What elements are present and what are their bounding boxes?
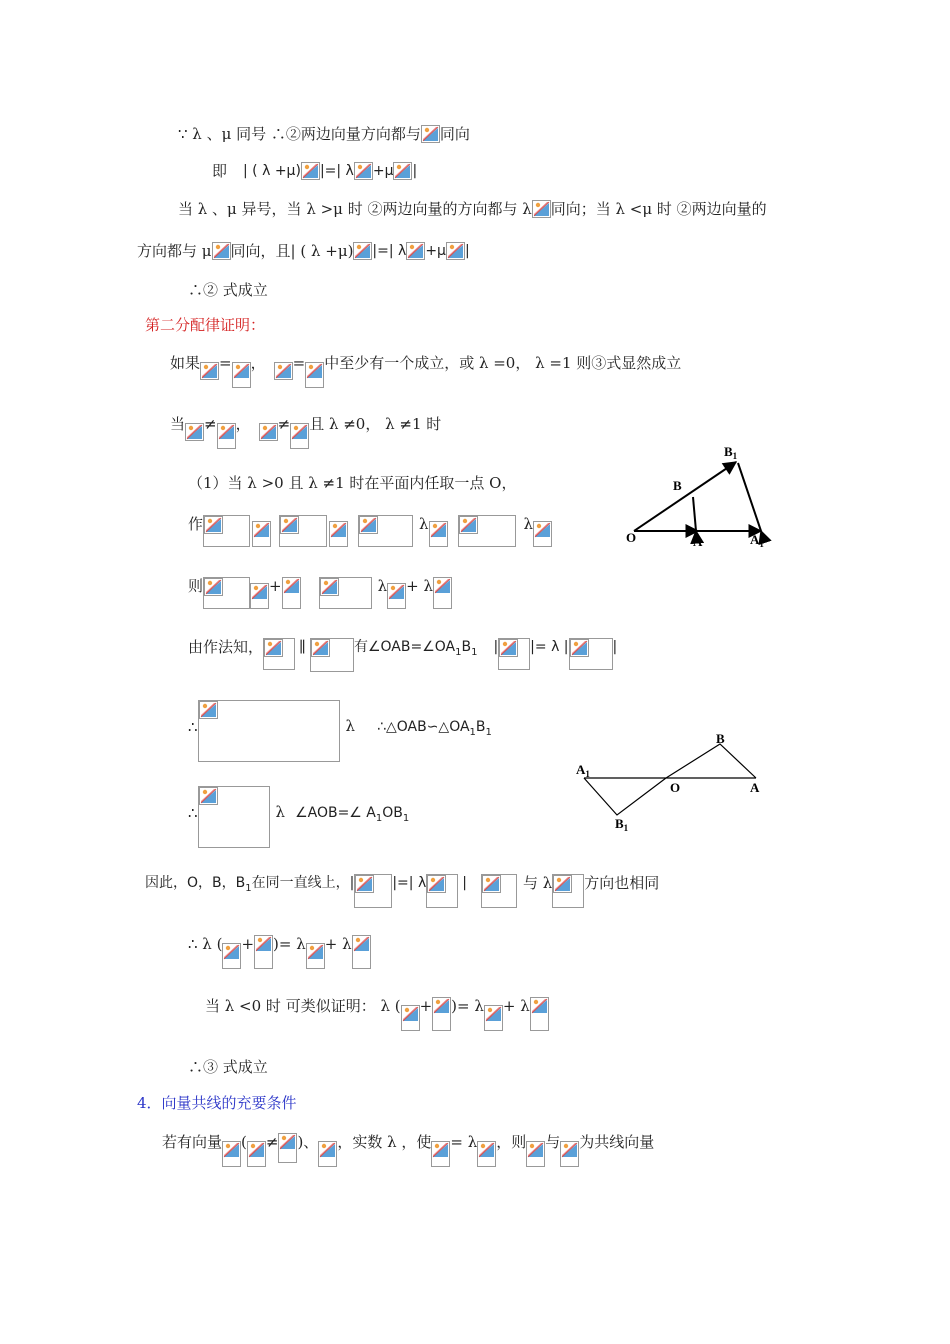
formula-image-box bbox=[481, 874, 517, 908]
text: |= λ | bbox=[530, 639, 569, 655]
broken-image-icon bbox=[290, 423, 309, 449]
broken-image-icon bbox=[526, 1141, 545, 1167]
broken-image-icon bbox=[446, 242, 465, 260]
label-B: B bbox=[673, 478, 682, 493]
line-14 bbox=[145, 874, 659, 908]
broken-image-icon bbox=[433, 577, 452, 609]
segment-A1B1 bbox=[738, 463, 761, 531]
broken-image-icon bbox=[199, 701, 218, 719]
broken-image-icon bbox=[431, 1141, 450, 1167]
broken-image-icon bbox=[247, 1141, 266, 1167]
formula-image-box bbox=[426, 874, 458, 908]
label-O: O bbox=[626, 530, 637, 545]
text: ∴ bbox=[188, 718, 198, 736]
text: ∴③ 式成立 bbox=[188, 1058, 268, 1076]
formula-image-box bbox=[198, 700, 340, 762]
text: λ bbox=[419, 515, 429, 533]
text: | bbox=[493, 639, 499, 655]
broken-image-icon bbox=[499, 639, 518, 657]
broken-image-icon bbox=[320, 578, 339, 596]
text: ∴ λ ( bbox=[188, 935, 223, 953]
line-7 bbox=[170, 415, 441, 449]
label-A1: $A_1$ bbox=[576, 762, 590, 779]
broken-image-icon bbox=[259, 423, 278, 441]
broken-image-icon bbox=[318, 1141, 337, 1167]
segment-OB1 bbox=[634, 462, 736, 531]
text: 为共线向量 bbox=[579, 1133, 655, 1151]
broken-image-icon bbox=[274, 362, 293, 380]
text: ∴② 式成立 bbox=[188, 281, 268, 299]
broken-image-icon bbox=[185, 423, 204, 441]
text: = bbox=[292, 354, 306, 372]
broken-image-icon bbox=[477, 1141, 496, 1167]
text: 有$\angle OAB=\angle OA_1B_1$ bbox=[353, 639, 478, 658]
broken-image-icon bbox=[359, 516, 378, 534]
label-A: A bbox=[750, 780, 760, 795]
label-O: O bbox=[670, 780, 681, 795]
broken-image-icon bbox=[353, 242, 372, 260]
broken-image-icon bbox=[429, 521, 448, 547]
line-4 bbox=[137, 242, 470, 260]
text: 若有向量 bbox=[162, 1133, 223, 1151]
broken-image-icon bbox=[482, 875, 501, 893]
text: λ bbox=[345, 717, 356, 735]
broken-image-icon bbox=[311, 639, 330, 657]
broken-image-icon bbox=[250, 583, 269, 609]
label-B1: $B_1$ bbox=[615, 816, 629, 833]
path-OB1A1 bbox=[584, 778, 666, 815]
label-B: B bbox=[716, 731, 725, 746]
broken-image-icon bbox=[459, 516, 478, 534]
formula-image-box bbox=[203, 515, 250, 547]
broken-image-icon bbox=[282, 577, 301, 609]
text: 当 λ <0 时 可类似证明： λ ( bbox=[205, 997, 401, 1015]
text: ，实数 λ ，使 bbox=[337, 1133, 432, 1151]
line-6 bbox=[170, 354, 681, 388]
text: ≠ bbox=[265, 1133, 279, 1151]
broken-image-icon bbox=[222, 943, 241, 969]
heading-text: 4．向量共线的充要条件 bbox=[137, 1094, 297, 1112]
broken-image-icon bbox=[305, 362, 324, 388]
formula-image-box bbox=[498, 638, 530, 670]
text: )= λ bbox=[273, 935, 306, 953]
text: ∥ bbox=[299, 638, 306, 656]
text: |=| λ bbox=[392, 875, 427, 891]
broken-image-icon bbox=[560, 1141, 579, 1167]
text: |=| λ bbox=[372, 243, 407, 259]
broken-image-icon bbox=[280, 516, 299, 534]
line-11 bbox=[188, 638, 617, 672]
broken-image-icon bbox=[401, 1005, 420, 1031]
text: | bbox=[462, 875, 467, 891]
text: 当 λ 、μ 异号，当 λ >μ 时 ②两边向量的方向都与 λ bbox=[178, 200, 532, 218]
text: ，则 bbox=[496, 1133, 527, 1151]
broken-image-icon bbox=[393, 162, 412, 180]
broken-image-icon bbox=[254, 935, 273, 969]
heading-text: 第二分配律证明： bbox=[145, 316, 266, 334]
text: 同向；当 λ <μ 时 ②两边向量的 bbox=[550, 200, 767, 218]
label-B1: $B_1$ bbox=[724, 444, 738, 461]
text: 同向，且| ( λ +μ) bbox=[230, 242, 354, 260]
broken-image-icon bbox=[354, 162, 373, 180]
broken-image-icon bbox=[200, 362, 219, 380]
text: ， bbox=[250, 354, 266, 372]
broken-image-icon bbox=[212, 242, 231, 260]
text: + bbox=[419, 997, 433, 1015]
text: ( bbox=[241, 1133, 247, 1151]
broken-image-icon bbox=[217, 423, 236, 449]
formula-image-box bbox=[279, 515, 327, 547]
text: （1）当 λ >0 且 λ ≠1 时在平面内任取一点 O， bbox=[188, 474, 517, 492]
broken-image-icon bbox=[387, 583, 406, 609]
broken-image-icon bbox=[278, 1133, 297, 1163]
line-10 bbox=[188, 577, 452, 609]
broken-image-icon bbox=[199, 787, 218, 805]
text: 与 λ bbox=[522, 874, 553, 892]
broken-image-icon bbox=[427, 875, 446, 893]
line-15 bbox=[188, 935, 371, 969]
text: 方向也相同 bbox=[584, 874, 660, 892]
line-17 bbox=[188, 1058, 268, 1076]
text: + bbox=[241, 935, 255, 953]
line-18 bbox=[162, 1133, 654, 1167]
section-heading-collinear bbox=[137, 1094, 297, 1112]
text: + λ bbox=[406, 577, 433, 595]
line-8 bbox=[188, 474, 516, 492]
text: +μ bbox=[372, 163, 394, 179]
formula-image-box bbox=[310, 638, 354, 672]
formula-image-box bbox=[569, 638, 613, 670]
broken-image-icon bbox=[306, 943, 325, 969]
text: 当 bbox=[170, 415, 186, 433]
broken-image-icon bbox=[406, 242, 425, 260]
broken-image-icon bbox=[553, 875, 572, 893]
text: 作 bbox=[188, 515, 204, 533]
section-heading-distributive bbox=[145, 316, 265, 334]
figure-negative-lambda bbox=[570, 730, 770, 835]
text: | ( λ +μ) bbox=[243, 163, 301, 179]
line-2 bbox=[212, 162, 417, 180]
text: )= λ bbox=[451, 997, 484, 1015]
text: 且 λ ≠0， λ ≠1 时 bbox=[309, 415, 442, 433]
text: + λ bbox=[324, 935, 352, 953]
line-12 bbox=[188, 700, 492, 762]
line-13 bbox=[188, 786, 409, 848]
broken-image-icon bbox=[264, 639, 283, 657]
line-9 bbox=[188, 515, 552, 547]
formula-image-box bbox=[198, 786, 270, 848]
label-A: A bbox=[693, 534, 703, 549]
line-1 bbox=[178, 125, 470, 143]
formula-image-box bbox=[458, 515, 516, 547]
text: | bbox=[464, 243, 470, 259]
text: |=| λ bbox=[319, 163, 354, 179]
text: 同向 bbox=[439, 125, 470, 143]
formula-image-box bbox=[263, 638, 295, 670]
broken-image-icon bbox=[232, 362, 251, 388]
text: = bbox=[219, 354, 232, 372]
broken-image-icon bbox=[432, 997, 451, 1031]
text: 与 bbox=[545, 1133, 561, 1151]
text: | bbox=[412, 163, 418, 179]
text: )、 bbox=[297, 1133, 319, 1151]
text: +μ bbox=[425, 243, 446, 259]
broken-image-icon bbox=[329, 521, 348, 547]
broken-image-icon bbox=[252, 521, 271, 547]
text: ， bbox=[235, 415, 251, 433]
text: 方向都与 μ bbox=[137, 242, 212, 260]
text: | bbox=[612, 639, 618, 655]
text: 则 bbox=[188, 577, 204, 595]
text: 即 bbox=[212, 162, 228, 180]
broken-image-icon bbox=[204, 578, 223, 596]
path-OBA bbox=[666, 744, 756, 778]
text: ≠ bbox=[204, 415, 217, 433]
text: 因此，O，B，$B_1$在同一直线上，| bbox=[145, 875, 355, 894]
broken-image-icon bbox=[301, 162, 320, 180]
text: 如果 bbox=[170, 354, 201, 372]
text: λ bbox=[275, 803, 286, 821]
text: ∵ λ 、μ 同号 ∴②两边向量方向都与 bbox=[178, 125, 421, 143]
text: = λ bbox=[450, 1133, 478, 1151]
text: ∠AOB=∠ $A_1OB_1$ bbox=[295, 805, 410, 824]
line-3 bbox=[178, 200, 767, 218]
broken-image-icon bbox=[530, 997, 549, 1031]
broken-image-icon bbox=[533, 521, 552, 547]
text: ∴ bbox=[188, 804, 198, 822]
text: 由作法知， bbox=[188, 638, 264, 656]
label-A1: $A_1$ bbox=[750, 532, 764, 549]
broken-image-icon bbox=[222, 1141, 241, 1167]
text: ≠ bbox=[277, 415, 291, 433]
line-5 bbox=[188, 281, 268, 299]
broken-image-icon bbox=[484, 1005, 503, 1031]
text: 中至少有一个成立，或 λ =0， λ =1 则③式显然成立 bbox=[324, 354, 682, 372]
broken-image-icon bbox=[421, 125, 440, 143]
formula-image-box bbox=[552, 874, 584, 908]
formula-image-box bbox=[354, 874, 392, 908]
formula-image-box bbox=[319, 577, 372, 609]
figure-vector-triangle bbox=[620, 440, 780, 550]
formula-image-box bbox=[358, 515, 413, 547]
text: λ bbox=[377, 577, 388, 595]
text: + λ bbox=[502, 997, 530, 1015]
text: $\therefore\triangle OAB∽\triangle OA_1B_1$ bbox=[377, 719, 492, 738]
broken-image-icon bbox=[532, 200, 551, 218]
line-16 bbox=[205, 997, 549, 1031]
broken-image-icon bbox=[570, 639, 589, 657]
text: λ bbox=[523, 515, 534, 533]
broken-image-icon bbox=[204, 516, 223, 534]
segment-AB bbox=[693, 497, 696, 531]
formula-image-box bbox=[203, 577, 250, 609]
text: + bbox=[269, 577, 282, 595]
broken-image-icon bbox=[352, 935, 371, 969]
broken-image-icon bbox=[355, 875, 374, 893]
